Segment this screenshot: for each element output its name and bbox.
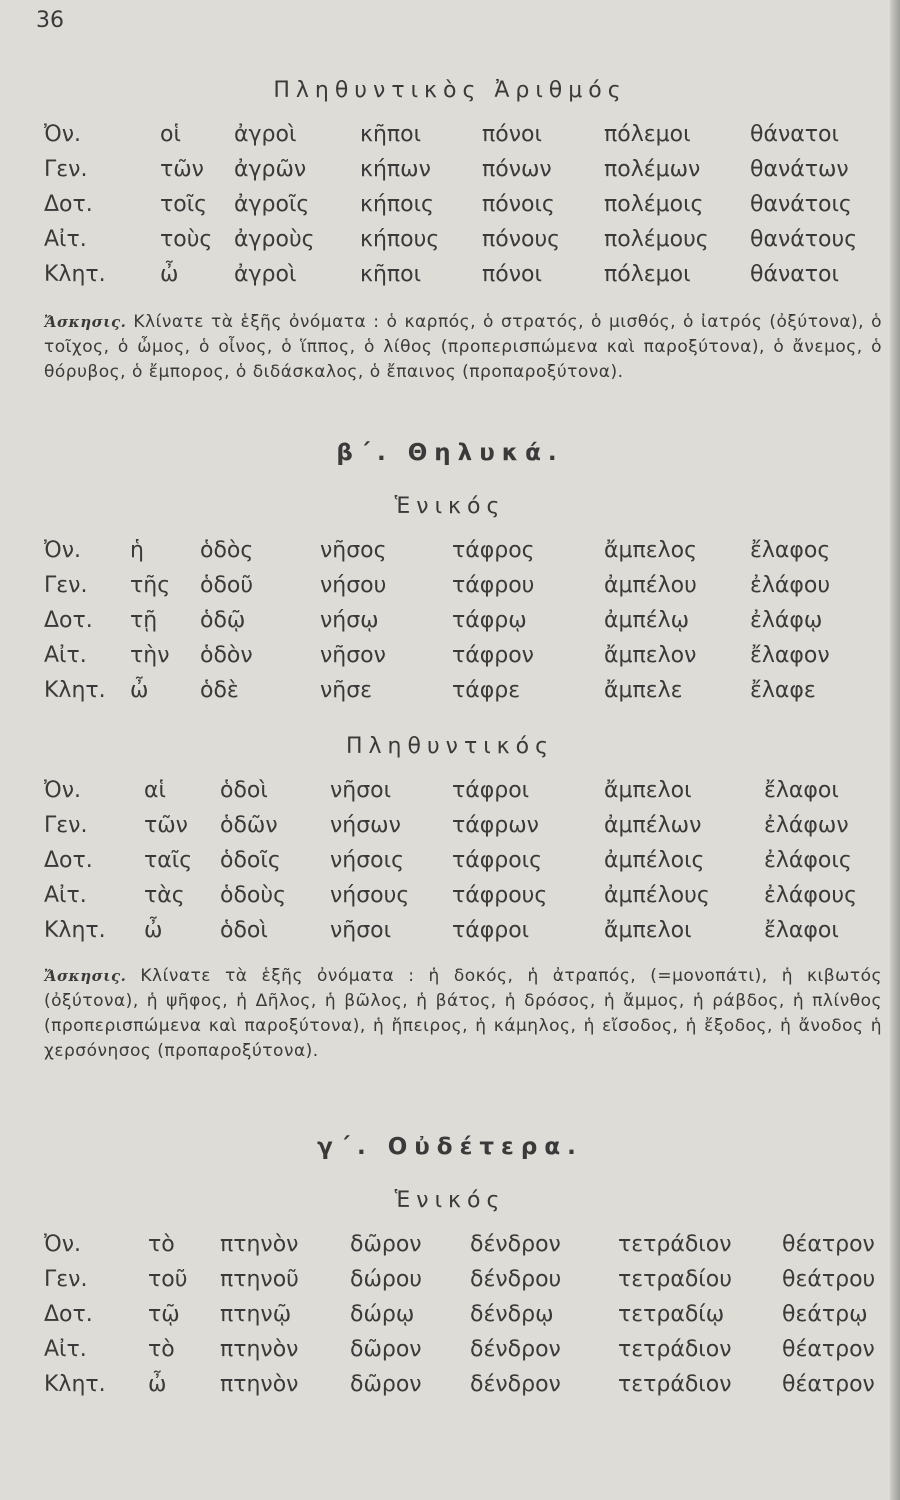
declension-cell: τάφρου [452, 573, 535, 598]
declension-cell: τετραδίῳ [618, 1302, 725, 1327]
declension-cell: θεάτρου [782, 1267, 876, 1292]
exercise-1 [44, 310, 882, 385]
declension-cell: ὦ [160, 262, 179, 287]
declension-cell: ὦ [130, 678, 149, 703]
declension-cell: κήπους [360, 227, 440, 252]
declension-cell: ὦ [148, 1372, 167, 1397]
declension-cell: ἐλάφους [764, 883, 858, 908]
case-label: Δοτ. [44, 1302, 93, 1327]
case-label: Κλητ. [44, 262, 106, 287]
declension-cell: πόλεμοι [604, 262, 691, 287]
declension-cell: θανάτους [750, 227, 858, 252]
table-row [0, 608, 900, 644]
declension-cell: κῆποι [360, 122, 422, 147]
declension-cell: δώρου [350, 1267, 423, 1292]
declension-cell: τάφρε [452, 678, 521, 703]
declension-cell: θεάτρῳ [782, 1302, 868, 1327]
table-row [0, 848, 900, 884]
declension-cell: δένδρῳ [470, 1302, 554, 1327]
declension-cell: πολέμων [604, 157, 701, 182]
declension-cell: θάνατοι [750, 262, 839, 287]
declension-cell: τὸ [148, 1337, 175, 1362]
declension-cell: ὦ [144, 918, 163, 943]
declension-cell: θέατρον [782, 1372, 875, 1397]
table-row [0, 678, 900, 714]
declension-cell: νήσῳ [320, 608, 379, 633]
declension-cell: ἀμπέλους [604, 883, 710, 908]
declension-cell: νήσους [330, 883, 410, 908]
table-row [0, 1337, 900, 1373]
declension-cell: νῆσε [320, 678, 373, 703]
section-heading-neut-singular: Ἑνικός [394, 1188, 506, 1213]
case-label: Ὀν. [44, 1232, 81, 1257]
declension-cell: τῆς [130, 573, 171, 598]
declension-cell: ἔλαφον [750, 643, 830, 668]
table-row [0, 192, 900, 228]
declension-cell: νῆσοι [330, 778, 392, 803]
declension-cell: ὁδοῦ [200, 573, 254, 598]
declension-cell: δώρῳ [350, 1302, 415, 1327]
declension-cell: δένδρον [470, 1372, 561, 1397]
table-row [0, 1372, 900, 1408]
exercise-label: Ἄσκησις. [44, 967, 127, 985]
declension-cell: τοὺς [160, 227, 213, 252]
declension-cell: δῶρον [350, 1337, 422, 1362]
declension-cell: νῆσος [320, 538, 387, 563]
declension-cell: ἀμπέλοις [604, 848, 705, 873]
declension-cell: πόνους [482, 227, 561, 252]
declension-cell: ὁδῷ [200, 608, 246, 633]
section-heading-fem-singular: Ἑνικός [394, 494, 506, 519]
declension-cell: τετράδιον [618, 1337, 732, 1362]
declension-cell: ἀμπέλων [604, 813, 702, 838]
neuter-title: γ΄. Οὐδέτερα. [317, 1134, 583, 1160]
declension-cell: ἄμπελον [604, 643, 697, 668]
declension-cell: δῶρον [350, 1372, 422, 1397]
case-label: Αἰτ. [44, 883, 87, 908]
declension-cell: θέατρον [782, 1337, 875, 1362]
case-label: Γεν. [44, 813, 88, 838]
declension-cell: πολέμους [604, 227, 709, 252]
declension-cell: ταῖς [144, 848, 193, 873]
exercise-2 [44, 964, 882, 1064]
declension-cell: ὁδοῖς [220, 848, 281, 873]
exercise-text: Κλίνατε τὰ ἑξῆς ὀνόματα : ἡ δοκός, ἡ ἀτραπός, (=μονοπάτι), ἡ κιβωτός (ὀξύτονα), ἡ ψῆφος, ἡ Δῆλος, ἡ βῶλος, ἡ βάτος, ἡ δρόσος, ἡ ἄμμος, ἡ ράβδος, ἡ πλίνθος (προπερισπώμενα καὶ παροξύτονα), ἡ ἤπειρος, ἡ κάμηλος, ἡ εἴσοδος, ἡ ἔξοδος, ἡ ἄνοδος ἡ χερσόνησος (προπαροξύτονα). [44, 966, 883, 1061]
declension-cell: πόλεμοι [604, 122, 691, 147]
declension-cell: τῷ [148, 1302, 180, 1327]
declension-cell: ὁδὸς [200, 538, 254, 563]
declension-cell: πόνοι [482, 122, 542, 147]
declension-cell: τετράδιον [618, 1232, 732, 1257]
declension-cell: πόνοι [482, 262, 542, 287]
declension-cell: ἄμπελοι [604, 918, 692, 943]
case-label: Δοτ. [44, 848, 93, 873]
declension-cell: δένδρου [470, 1267, 562, 1292]
exercise-label: Ἄσκησις. [44, 313, 127, 331]
declension-cell: τάφροις [452, 848, 543, 873]
declension-cell: τάφρους [452, 883, 548, 908]
declension-cell: ὁδοὶ [220, 778, 268, 803]
table-row [0, 778, 900, 814]
declension-cell: ἀγροὺς [234, 227, 315, 252]
declension-cell: δένδρον [470, 1337, 561, 1362]
declension-cell: ἔλαφε [750, 678, 816, 703]
declension-cell: τὰς [144, 883, 185, 908]
declension-cell: πόνων [482, 157, 552, 182]
table-row [0, 643, 900, 679]
declension-cell: ἄμπελος [604, 538, 698, 563]
declension-cell: ἀγροῖς [234, 192, 310, 217]
table-row [0, 813, 900, 849]
declension-cell: τάφρῳ [452, 608, 527, 633]
case-label: Κλητ. [44, 918, 106, 943]
declension-cell: κήποις [360, 192, 434, 217]
declension-cell: τετραδίου [618, 1267, 732, 1292]
declension-cell: ἀγρῶν [234, 157, 307, 182]
case-label: Γεν. [44, 1267, 88, 1292]
declension-cell: θανάτων [750, 157, 849, 182]
case-label: Ὀν. [44, 122, 81, 147]
declension-cell: τάφροι [452, 778, 530, 803]
declension-cell: νῆσον [320, 643, 386, 668]
case-label: Ὀν. [44, 538, 81, 563]
declension-cell: αἱ [144, 778, 166, 803]
declension-cell: τετράδιον [618, 1372, 732, 1397]
declension-cell: τὴν [130, 643, 170, 668]
declension-cell: τὸ [148, 1232, 175, 1257]
case-label: Κλητ. [44, 1372, 106, 1397]
declension-cell: ἀγροὶ [234, 122, 297, 147]
declension-cell: ὁδῶν [220, 813, 278, 838]
declension-cell: ἔλαφοι [764, 918, 839, 943]
declension-cell: ἐλάφῳ [750, 608, 823, 633]
declension-cell: πολέμοις [604, 192, 704, 217]
declension-cell: πτηνὸν [220, 1372, 299, 1397]
declension-cell: οἱ [160, 122, 181, 147]
case-label: Ὀν. [44, 778, 81, 803]
table-row [0, 883, 900, 919]
declension-cell: ἀγροὶ [234, 262, 297, 287]
case-label: Κλητ. [44, 678, 106, 703]
page-number: 36 [36, 8, 64, 33]
table-row [0, 227, 900, 263]
declension-cell: νῆσοι [330, 918, 392, 943]
case-label: Αἰτ. [44, 643, 87, 668]
declension-cell: νήσοις [330, 848, 404, 873]
declension-cell: θάνατοι [750, 122, 839, 147]
declension-cell: ἀμπέλου [604, 573, 697, 598]
declension-cell: τῶν [144, 813, 188, 838]
section-heading-masc-plural: Πληθυντικὸς Ἀριθμός [273, 78, 627, 103]
declension-cell: θανάτοις [750, 192, 852, 217]
declension-cell: νήσου [320, 573, 387, 598]
declension-cell: ἐλάφων [764, 813, 849, 838]
declension-cell: ἡ [130, 538, 144, 563]
declension-cell: θέατρον [782, 1232, 875, 1257]
table-row [0, 1232, 900, 1268]
case-label: Γεν. [44, 157, 88, 182]
exercise-text: Κλίνατε τὰ ἑξῆς ὀνόματα : ὁ καρπός, ὁ στρατός, ὁ μισθός, ὁ ἰατρός (ὀξύτονα), ὁ τοῖχος, ὁ ὦμος, ὁ οἶνος, ὁ ἵππος, ὁ λίθος (προπερισπώμενα καὶ παροξύτονα), ὁ ἄνεμος, ὁ θόρυβος, ὁ ἔμπορος, ὁ διδάσκαλος, ὁ ἔπαινος (προπαροξύτονα). [44, 312, 883, 382]
declension-cell: ὁδοὶ [220, 918, 268, 943]
section-heading-fem-plural: Πληθυντικός [345, 734, 554, 759]
declension-cell: τάφρον [452, 643, 534, 668]
table-row [0, 262, 900, 298]
declension-cell: ἄμπελε [604, 678, 683, 703]
declension-cell: πτηνῷ [220, 1302, 292, 1327]
case-label: Δοτ. [44, 608, 93, 633]
table-row [0, 1302, 900, 1338]
declension-cell: πτηνὸν [220, 1337, 299, 1362]
case-label: Δοτ. [44, 192, 93, 217]
declension-cell: κήπων [360, 157, 431, 182]
declension-cell: τάφρων [452, 813, 539, 838]
case-label: Γεν. [44, 573, 88, 598]
case-label: Αἰτ. [44, 1337, 87, 1362]
case-label: Αἰτ. [44, 227, 87, 252]
declension-cell: ἄμπελοι [604, 778, 692, 803]
declension-cell: ἔλαφος [750, 538, 831, 563]
table-row [0, 122, 900, 158]
declension-cell: τάφρος [452, 538, 535, 563]
declension-cell: ὁδὸν [200, 643, 253, 668]
declension-cell: ἀμπέλῳ [604, 608, 690, 633]
declension-cell: δένδρον [470, 1232, 561, 1257]
table-row [0, 918, 900, 954]
declension-cell: ὁδοὺς [220, 883, 287, 908]
declension-cell: πτηνὸν [220, 1232, 299, 1257]
declension-cell: τοῦ [148, 1267, 188, 1292]
declension-cell: ἔλαφοι [764, 778, 839, 803]
declension-cell: κῆποι [360, 262, 422, 287]
declension-cell: τῶν [160, 157, 204, 182]
table-row [0, 157, 900, 193]
declension-cell: δῶρον [350, 1232, 422, 1257]
table-row [0, 573, 900, 609]
declension-cell: νήσων [330, 813, 401, 838]
table-row [0, 538, 900, 574]
declension-cell: ὁδὲ [200, 678, 239, 703]
feminine-title: β΄. Θηλυκά. [336, 440, 564, 466]
declension-cell: τάφροι [452, 918, 530, 943]
declension-cell: πόνοις [482, 192, 555, 217]
declension-cell: ἐλάφοις [764, 848, 852, 873]
declension-cell: τοῖς [160, 192, 208, 217]
declension-cell: πτηνοῦ [220, 1267, 299, 1292]
table-row [0, 1267, 900, 1303]
declension-cell: ἐλάφου [750, 573, 831, 598]
declension-cell: τῇ [130, 608, 158, 633]
